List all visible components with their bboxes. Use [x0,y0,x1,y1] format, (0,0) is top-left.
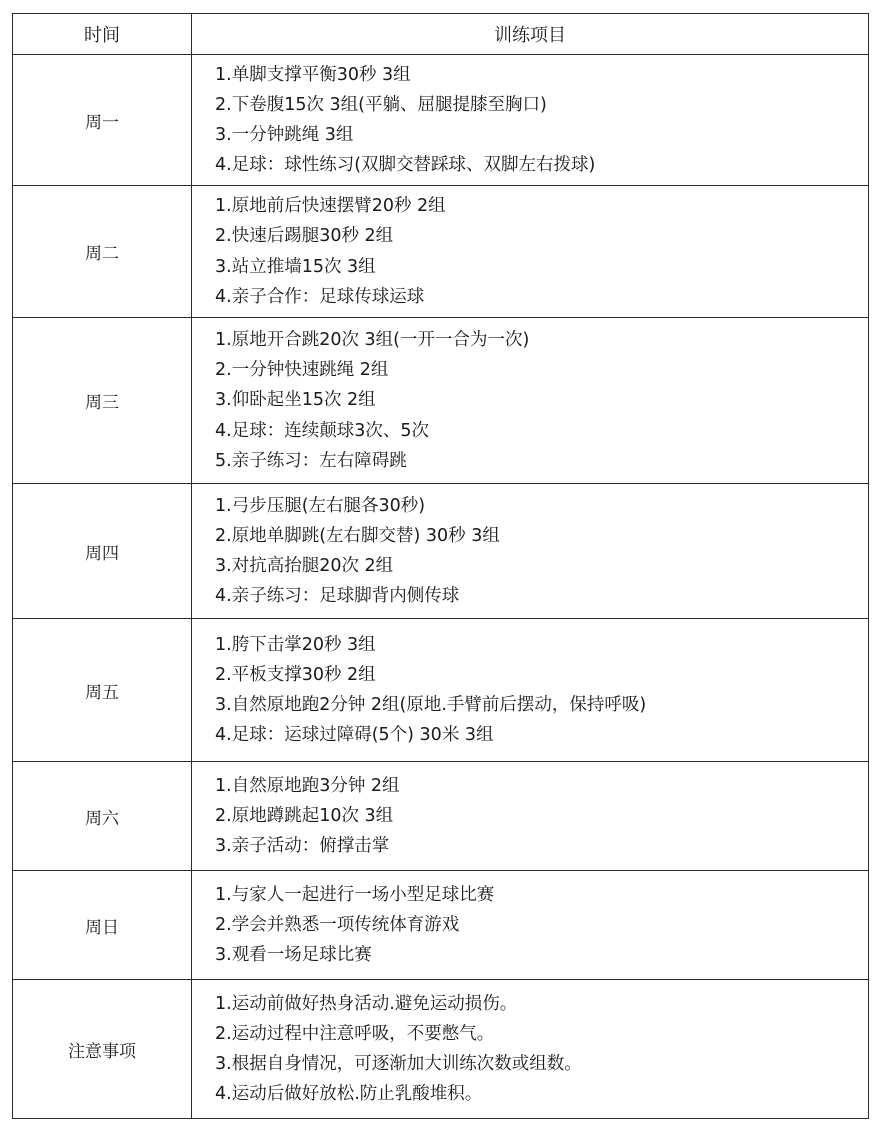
table-row-tuesday [13,186,869,318]
training-items [192,318,869,484]
column-header-items: 训练项目 [192,14,869,55]
list-item: 2.运动过程中注意呼吸，不要憋气。 [215,1023,495,1044]
list-item: 3.观看一场足球比赛 [215,945,372,966]
list-item: 4.足球：球性练习(双脚交替踩球、双脚左右拨球) [215,155,596,176]
list-item: 4.足球：连续颠球3次、5次 [215,420,429,441]
day-label: 周二 [13,186,192,318]
table-row-sunday [13,871,869,980]
day-label: 周一 [13,55,192,186]
list-item: 2.一分钟快速跳绳 2组 [215,360,389,381]
table-row-friday [13,619,869,762]
training-items [192,871,869,980]
list-item: 2.原地蹲跳起10次 3组 [215,805,394,826]
table-row-saturday [13,762,869,871]
list-item: 1.胯下击掌20秒 3组 [215,634,376,655]
day-label: 周三 [13,318,192,484]
table-row-monday [13,55,869,186]
table-row-wednesday [13,318,869,484]
weekly-training-table [12,13,869,1119]
list-item: 3.根据自身情况，可逐渐加大训练次数或组数。 [215,1054,582,1074]
day-label: 周六 [13,762,192,871]
list-item: 1.与家人一起进行一场小型足球比赛 [215,884,495,905]
list-item: 1.自然原地跑3分钟 2组 [215,775,400,796]
list-item: 4.亲子合作：足球传球运球 [215,286,425,307]
day-label: 周五 [13,619,192,762]
day-label: 周日 [13,871,192,980]
day-label: 周四 [13,484,192,619]
list-item: 4.亲子练习：足球脚背内侧传球 [215,586,460,607]
table-row-thursday [13,484,869,619]
training-items [192,762,869,871]
list-item: 4.运动后做好放松.防止乳酸堆积。 [215,1084,483,1105]
list-item: 3.站立推墙15次 3组 [215,256,376,277]
list-item: 3.仰卧起坐15次 2组 [215,390,376,411]
list-item: 1.单脚支撑平衡30秒 3组 [215,64,411,85]
table-row-notes [13,980,869,1119]
training-items [192,484,869,619]
list-item: 4.足球：运球过障碍(5个) 30米 3组 [215,725,494,746]
list-item: 1.原地开合跳20次 3组(一开一合为一次) [215,329,530,350]
column-header-time: 时间 [13,14,192,55]
training-items [192,186,869,318]
list-item: 3.一分钟跳绳 3组 [215,125,354,145]
notes-items [192,980,869,1119]
training-items [192,619,869,762]
list-item: 1.运动前做好热身活动.避免运动损伤。 [215,993,518,1014]
table-header-row [13,14,869,55]
training-items [192,55,869,186]
list-item: 5.亲子练习：左右障碍跳 [215,450,407,471]
notes-label: 注意事项 [13,980,192,1119]
list-item: 2.下卷腹15次 3组(平躺、屈腿提膝至胸口) [215,94,547,115]
list-item: 1.原地前后快速摆臂20秒 2组 [215,196,446,217]
list-item: 3.对抗高抬腿20次 2组 [215,556,394,576]
list-item: 2.原地单脚跳(左右脚交替) 30秒 3组 [215,525,500,546]
list-item: 2.平板支撑30秒 2组 [215,664,376,685]
list-item: 2.快速后踢腿30秒 2组 [215,226,394,247]
list-item: 1.弓步压腿(左右腿各30秒) [215,495,426,516]
list-item: 3.亲子活动：俯撑击掌 [215,836,390,857]
list-item: 3.自然原地跑2分钟 2组(原地.手臂前后摆动，保持呼吸) [215,695,647,715]
list-item: 2.学会并熟悉一项传统体育游戏 [215,914,460,935]
